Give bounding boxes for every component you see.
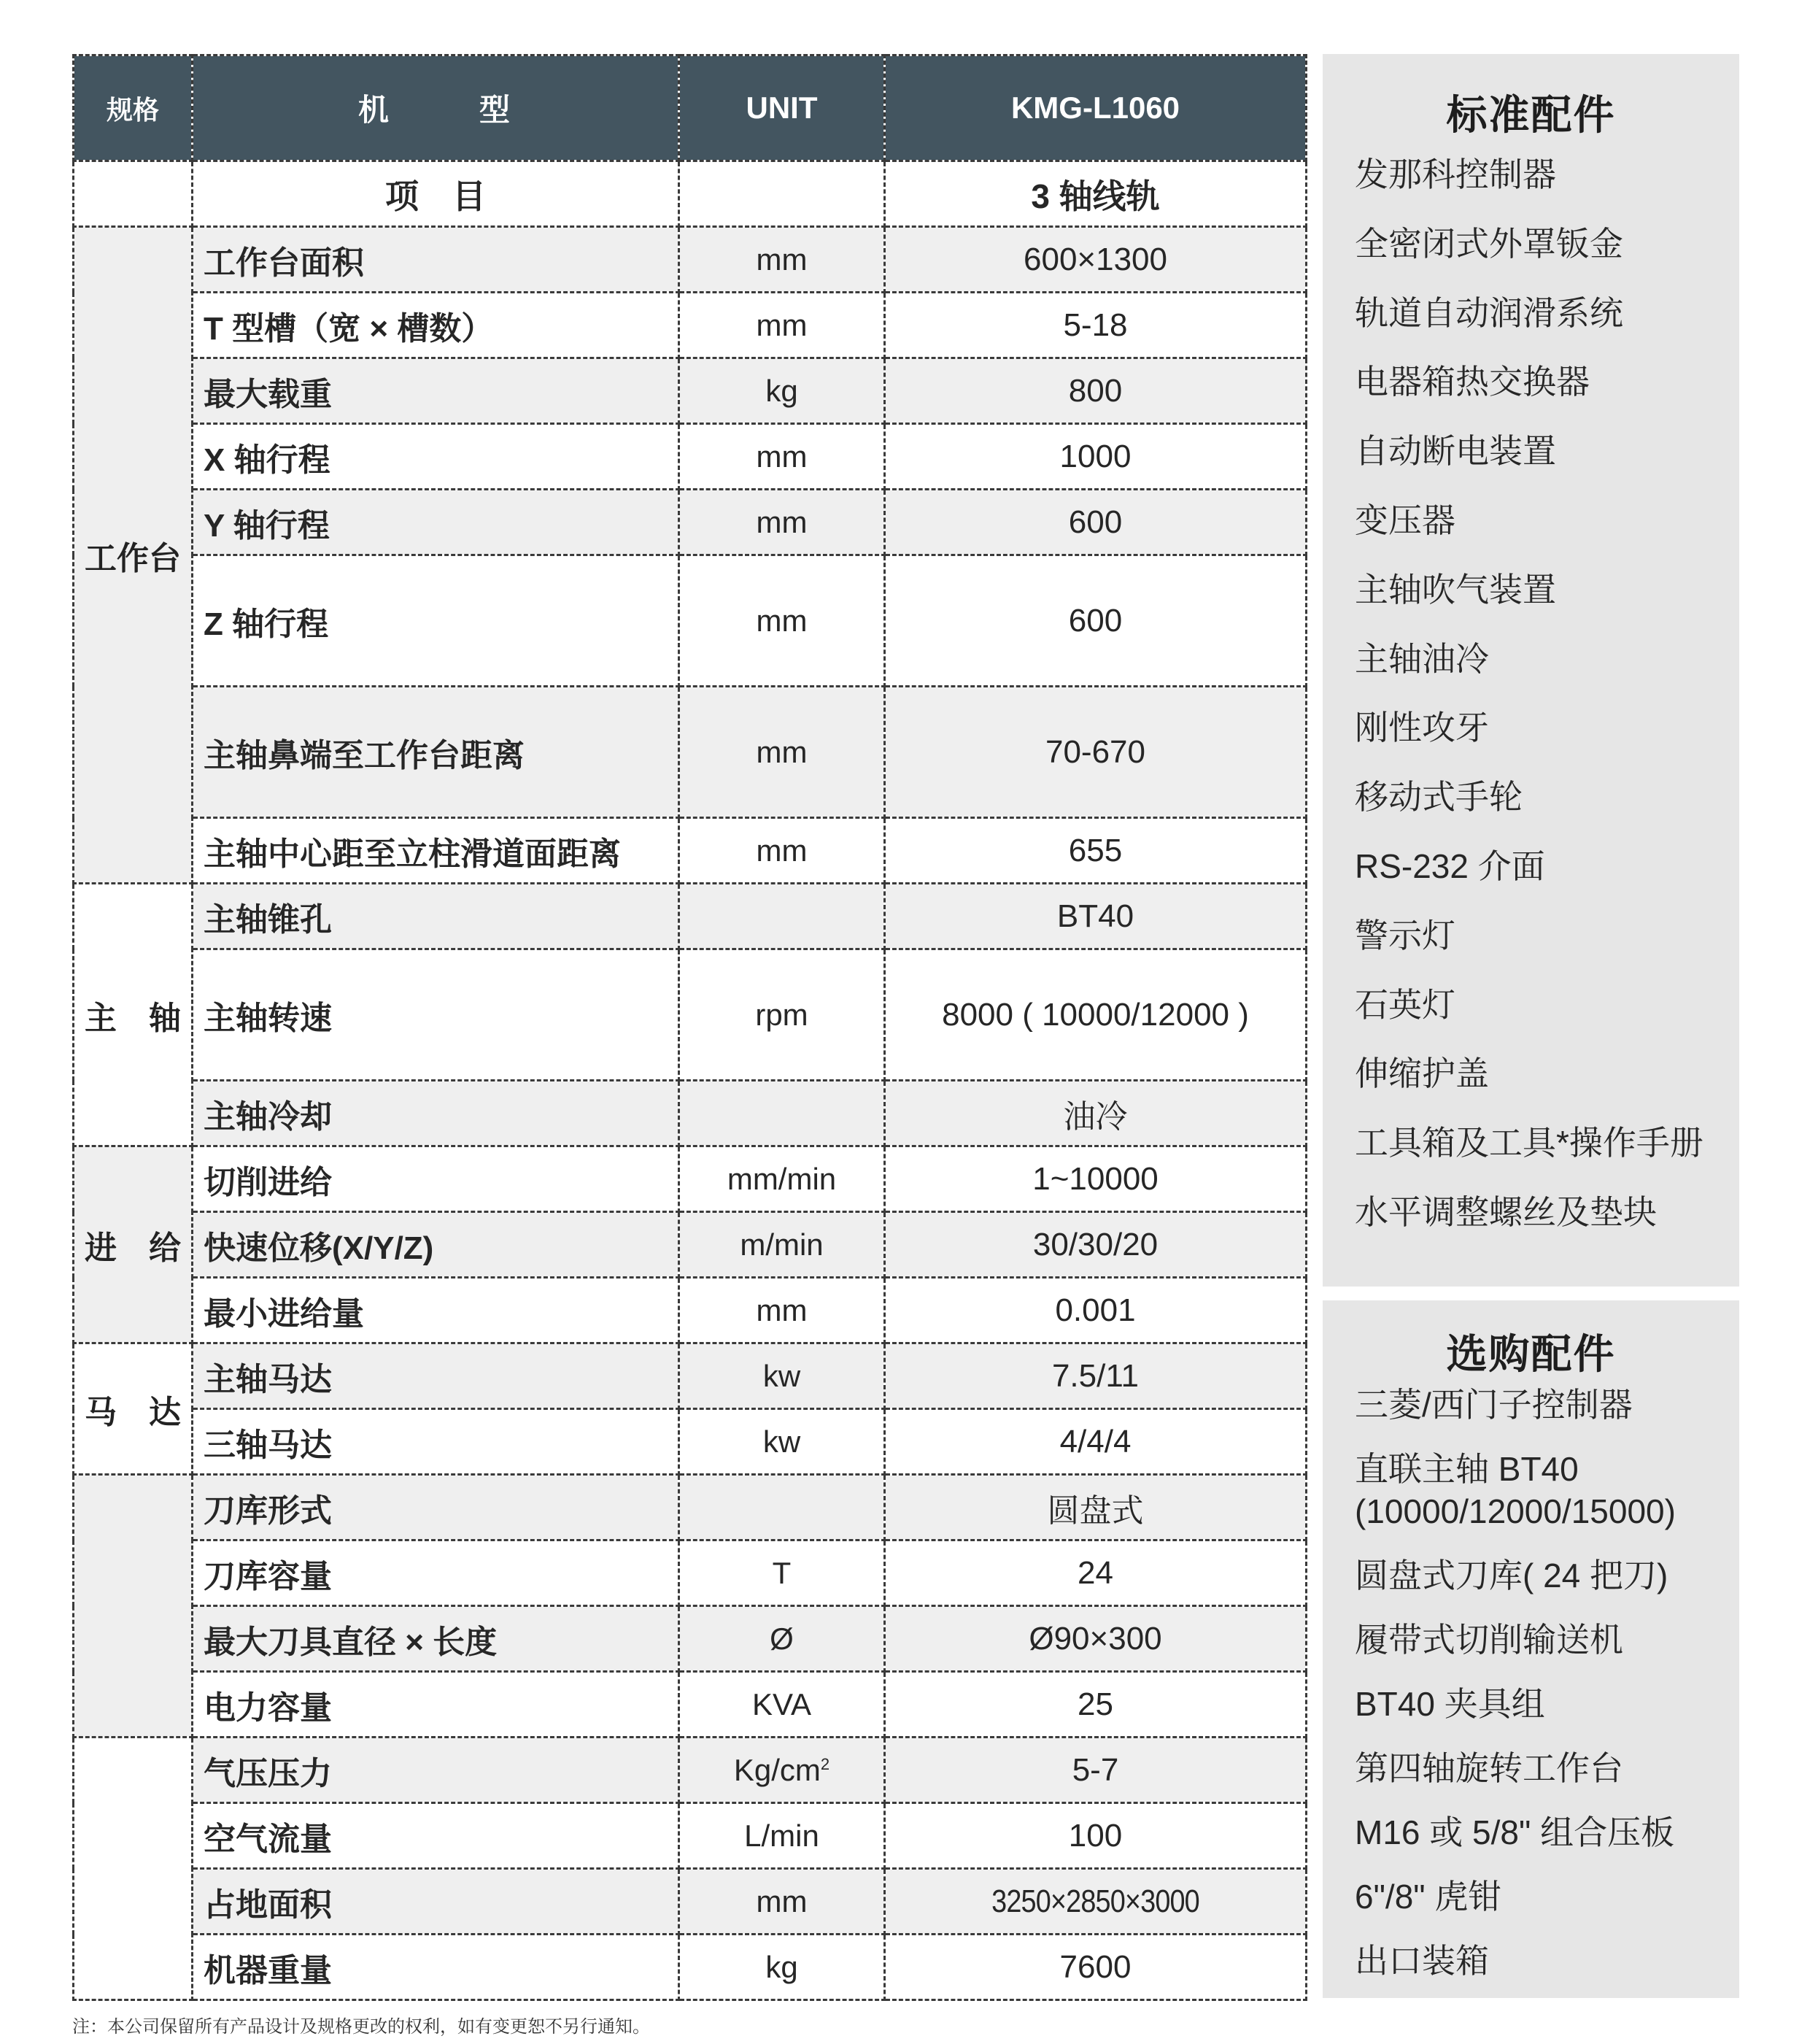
standard-accessories-title: 标准配件 bbox=[1446, 92, 1616, 138]
table-row bbox=[74, 818, 1307, 884]
spec-table bbox=[72, 54, 1307, 2001]
row-value: 4/4/4 bbox=[885, 1409, 1307, 1475]
list-item: 发那科控制器 bbox=[1355, 155, 1556, 193]
row-value: 800 bbox=[885, 358, 1307, 424]
list-item: 6"/8" 虎钳 bbox=[1355, 1878, 1502, 1916]
row-unit: rpm bbox=[679, 949, 885, 1081]
row-value: 25 bbox=[885, 1672, 1307, 1738]
row-value-text: 3250×2850×3000 bbox=[991, 1883, 1199, 1919]
row-value: 655 bbox=[885, 818, 1307, 884]
row-value: 5-7 bbox=[885, 1738, 1307, 1803]
row-value: 600×1300 bbox=[885, 227, 1307, 293]
row-item: 机器重量 bbox=[193, 1935, 679, 2000]
table-row bbox=[74, 1672, 1307, 1738]
row-unit bbox=[679, 1081, 885, 1146]
row-unit: m/min bbox=[679, 1212, 885, 1278]
row-value: 600 bbox=[885, 555, 1307, 687]
spec-table-header bbox=[74, 55, 1307, 161]
list-item: 警示灯 bbox=[1355, 916, 1455, 954]
row-value: 8000 ( 10000/12000 ) bbox=[885, 949, 1307, 1081]
header-model bbox=[193, 55, 679, 161]
list-item: 伸缩护盖 bbox=[1355, 1054, 1489, 1093]
row-value: 24 bbox=[885, 1540, 1307, 1606]
row-unit: mm bbox=[679, 424, 885, 490]
table-row bbox=[74, 490, 1307, 555]
row-unit: mm bbox=[679, 555, 885, 687]
row-item: 电力容量 bbox=[193, 1672, 679, 1738]
header-unit: UNIT bbox=[679, 55, 885, 161]
table-row bbox=[74, 1409, 1307, 1475]
row-item: 最大刀具直径 × 长度 bbox=[193, 1606, 679, 1672]
row-item: 主轴中心距至立柱滑道面距离 bbox=[193, 818, 679, 884]
subheader-unit-blank bbox=[679, 161, 885, 227]
list-item: BT40 夹具组 bbox=[1355, 1685, 1545, 1723]
table-row bbox=[74, 555, 1307, 687]
row-value: BT40 bbox=[885, 884, 1307, 949]
list-item: 移动式手轮 bbox=[1355, 778, 1523, 817]
list-item: 变压器 bbox=[1355, 501, 1455, 539]
list-item: 全密闭式外罩钣金 bbox=[1355, 224, 1623, 263]
list-item: M16 或 5/8" 组合压板 bbox=[1355, 1813, 1675, 1851]
row-value: 100 bbox=[885, 1803, 1307, 1869]
row-item: 空气流量 bbox=[193, 1803, 679, 1869]
list-item: 出口装箱 bbox=[1355, 1942, 1489, 1980]
row-unit-superscript: 2 bbox=[820, 1754, 830, 1773]
row-unit: mm bbox=[679, 490, 885, 555]
row-item: 最小进给量 bbox=[193, 1278, 679, 1343]
group-label-feed: 进 给 bbox=[74, 1146, 193, 1343]
row-unit: kg bbox=[679, 1935, 885, 2000]
row-item: 气压压力 bbox=[193, 1738, 679, 1803]
table-row bbox=[74, 1278, 1307, 1343]
row-value: 7600 bbox=[885, 1935, 1307, 2000]
table-row bbox=[74, 1803, 1307, 1869]
list-item: 履带式切削输送机 bbox=[1355, 1621, 1623, 1659]
list-item: 自动断电装置 bbox=[1355, 432, 1556, 471]
list-item: RS-232 介面 bbox=[1355, 846, 1545, 885]
row-unit: kg bbox=[679, 358, 885, 424]
table-row bbox=[74, 358, 1307, 424]
list-item: 刚性攻牙 bbox=[1355, 709, 1489, 747]
row-unit: Ø bbox=[679, 1606, 885, 1672]
table-row bbox=[74, 1540, 1307, 1606]
standard-accessories-panel bbox=[1323, 54, 1739, 1287]
row-value bbox=[885, 1869, 1307, 1935]
row-unit: mm bbox=[679, 227, 885, 293]
table-row bbox=[74, 949, 1307, 1081]
subheader-item: 项 目 bbox=[193, 161, 679, 227]
row-unit: KVA bbox=[679, 1672, 885, 1738]
row-value: 1000 bbox=[885, 424, 1307, 490]
optional-accessories-title: 选购配件 bbox=[1446, 1331, 1616, 1377]
row-value: 圆盘式 bbox=[885, 1475, 1307, 1540]
table-row bbox=[74, 1738, 1307, 1803]
table-row bbox=[74, 1081, 1307, 1146]
header-model-char-2: 型 bbox=[479, 93, 514, 127]
row-unit: kw bbox=[679, 1343, 885, 1409]
table-row bbox=[74, 1935, 1307, 2000]
row-value: Ø90×300 bbox=[885, 1606, 1307, 1672]
table-row bbox=[74, 1869, 1307, 1935]
group-label-blank bbox=[74, 1475, 193, 1738]
row-unit: mm/min bbox=[679, 1146, 885, 1212]
row-unit: T bbox=[679, 1540, 885, 1606]
subheader-blank bbox=[74, 161, 193, 227]
row-item: 三轴马达 bbox=[193, 1409, 679, 1475]
row-unit bbox=[679, 1475, 885, 1540]
subheader-row bbox=[74, 161, 1307, 227]
row-item: 刀库容量 bbox=[193, 1540, 679, 1606]
table-row bbox=[74, 1212, 1307, 1278]
row-unit bbox=[679, 884, 885, 949]
table-row bbox=[74, 687, 1307, 818]
row-value: 30/30/20 bbox=[885, 1212, 1307, 1278]
row-item: 主轴鼻端至工作台距离 bbox=[193, 687, 679, 818]
header-model-char-1: 机 bbox=[357, 93, 392, 127]
list-item: 石英灯 bbox=[1355, 985, 1455, 1024]
subheader-value: 3 轴线轨 bbox=[885, 161, 1307, 227]
table-row bbox=[74, 227, 1307, 293]
list-item: 主轴油冷 bbox=[1355, 639, 1489, 678]
standard-accessories-list bbox=[1323, 140, 1739, 1247]
group-label-blank bbox=[74, 1738, 193, 2000]
list-item: 工具箱及工具*操作手册 bbox=[1355, 1124, 1703, 1162]
table-row bbox=[74, 1146, 1307, 1212]
header-spec: 规格 bbox=[74, 55, 193, 161]
list-item: 圆盘式刀库( 24 把刀) bbox=[1355, 1557, 1668, 1594]
row-item: 主轴锥孔 bbox=[193, 884, 679, 949]
row-value: 600 bbox=[885, 490, 1307, 555]
group-label-spindle: 主 轴 bbox=[74, 884, 193, 1146]
row-unit: kw bbox=[679, 1409, 885, 1475]
row-unit: mm bbox=[679, 687, 885, 818]
row-unit: mm bbox=[679, 818, 885, 884]
table-row bbox=[74, 884, 1307, 949]
list-item: 电器箱热交换器 bbox=[1355, 363, 1590, 401]
row-item: Z 轴行程 bbox=[193, 555, 679, 687]
row-item: Y 轴行程 bbox=[193, 490, 679, 555]
row-value: 5-18 bbox=[885, 293, 1307, 358]
list-item: 主轴吹气装置 bbox=[1355, 570, 1556, 609]
row-value: 70-670 bbox=[885, 687, 1307, 818]
row-unit: mm bbox=[679, 293, 885, 358]
table-row bbox=[74, 424, 1307, 490]
table-row bbox=[74, 1606, 1307, 1672]
row-value: 7.5/11 bbox=[885, 1343, 1307, 1409]
group-label-motor: 马 达 bbox=[74, 1343, 193, 1475]
table-row bbox=[74, 293, 1307, 358]
list-item: 第四轴旋转工作台 bbox=[1355, 1749, 1623, 1787]
spec-table-container bbox=[72, 54, 1305, 2001]
row-unit bbox=[679, 1738, 885, 1803]
row-item: 主轴马达 bbox=[193, 1343, 679, 1409]
optional-accessories-list bbox=[1323, 1373, 1739, 1994]
row-value: 油冷 bbox=[885, 1081, 1307, 1146]
list-item: 直联主轴 BT40 (10000/12000/15000) bbox=[1355, 1450, 1676, 1530]
list-item: 水平调整螺丝及垫块 bbox=[1355, 1192, 1657, 1231]
row-unit: mm bbox=[679, 1278, 885, 1343]
row-item: T 型槽（宽 × 槽数） bbox=[193, 293, 679, 358]
row-item: 刀库形式 bbox=[193, 1475, 679, 1540]
row-unit: L/min bbox=[679, 1803, 885, 1869]
row-item: X 轴行程 bbox=[193, 424, 679, 490]
row-item: 快速位移(X/Y/Z) bbox=[193, 1212, 679, 1278]
group-label-worktable: 工作台 bbox=[74, 227, 193, 884]
footnote: 注：本公司保留所有产品设计及规格更改的权利，如有变更恕不另行通知。 bbox=[72, 2017, 650, 2037]
optional-accessories-panel bbox=[1323, 1300, 1739, 1998]
header-model-name: KMG-L1060 bbox=[885, 55, 1307, 161]
row-value: 1~10000 bbox=[885, 1146, 1307, 1212]
row-item: 主轴转速 bbox=[193, 949, 679, 1081]
row-item: 占地面积 bbox=[193, 1869, 679, 1935]
row-item: 切削进给 bbox=[193, 1146, 679, 1212]
table-row bbox=[74, 1343, 1307, 1409]
row-item: 最大载重 bbox=[193, 358, 679, 424]
row-unit-text: Kg/cm bbox=[733, 1752, 821, 1787]
row-item: 工作台面积 bbox=[193, 227, 679, 293]
table-row bbox=[74, 1475, 1307, 1540]
row-unit: mm bbox=[679, 1869, 885, 1935]
row-item: 主轴冷却 bbox=[193, 1081, 679, 1146]
list-item: 三菱/西门子控制器 bbox=[1355, 1386, 1633, 1424]
row-value: 0.001 bbox=[885, 1278, 1307, 1343]
list-item: 轨道自动润滑系统 bbox=[1355, 293, 1623, 332]
